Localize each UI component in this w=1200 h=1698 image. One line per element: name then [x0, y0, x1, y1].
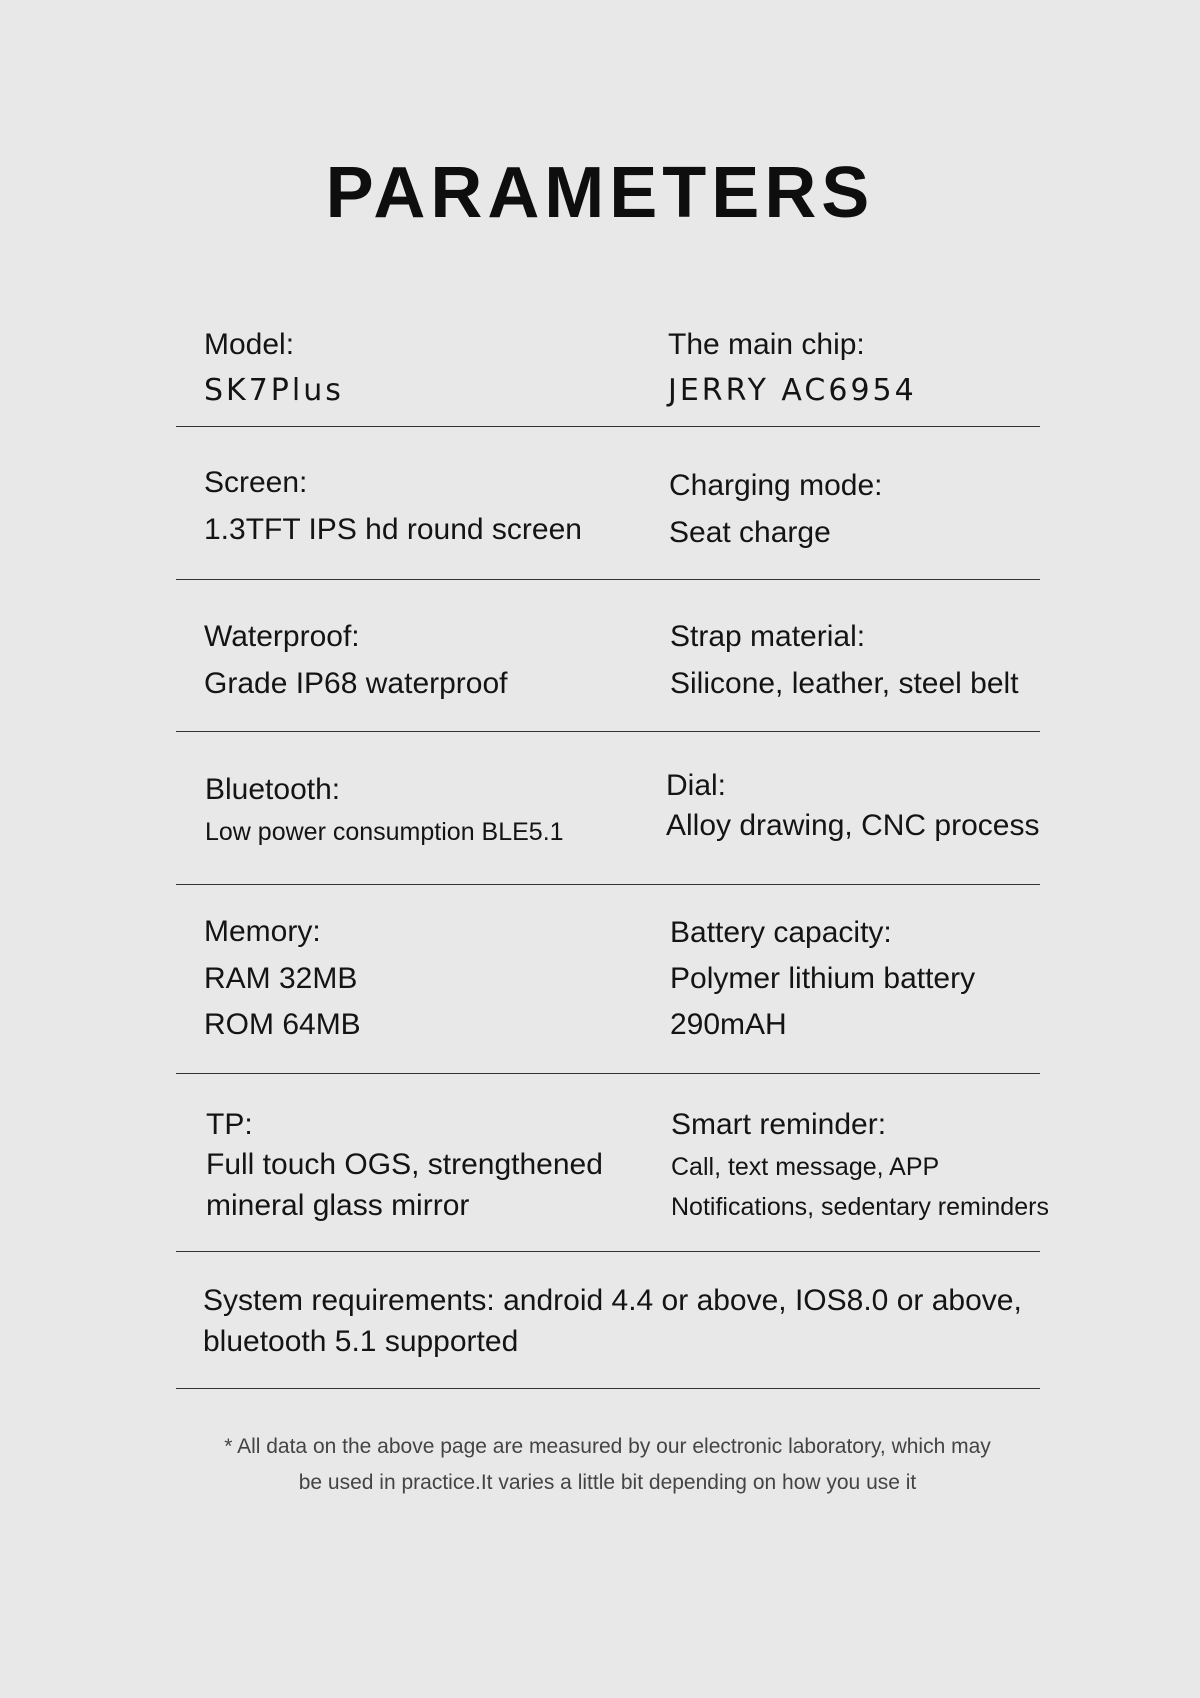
- dial-label: Dial:: [666, 769, 727, 802]
- divider: [176, 884, 1040, 885]
- dial-value: Alloy drawing, CNC process: [666, 809, 1040, 842]
- strap-material-label: Strap material:: [670, 620, 866, 653]
- main-chip-label: The main chip:: [668, 328, 865, 361]
- memory-rom: ROM 64MB: [204, 1008, 361, 1041]
- model-value: SK7Plus: [204, 373, 344, 408]
- battery-capacity-label: Battery capacity:: [670, 916, 892, 949]
- divider: [176, 426, 1040, 427]
- divider: [176, 1073, 1040, 1074]
- charging-mode-label: Charging mode:: [669, 469, 883, 502]
- main-chip-value: JERRY AC6954: [668, 373, 917, 408]
- tp-value-line: mineral glass mirror: [206, 1189, 470, 1222]
- waterproof-value: Grade IP68 waterproof: [204, 667, 508, 700]
- memory-ram: RAM 32MB: [204, 962, 358, 995]
- bluetooth-value: Low power consumption BLE5.1: [205, 818, 564, 846]
- battery-type: Polymer lithium battery: [670, 962, 976, 995]
- divider: [176, 579, 1040, 580]
- model-label: Model:: [204, 328, 295, 361]
- battery-capacity-value: 290mAH: [670, 1008, 787, 1041]
- page-title: PARAMETERS: [325, 153, 875, 233]
- screen-label: Screen:: [204, 466, 308, 499]
- smart-reminder-label: Smart reminder:: [671, 1108, 887, 1141]
- system-requirements-line: bluetooth 5.1 supported: [203, 1325, 519, 1358]
- waterproof-label: Waterproof:: [204, 620, 360, 653]
- footnote-line: * All data on the above page are measured by our electronic laboratory, which may: [224, 1435, 991, 1458]
- divider: [176, 1388, 1040, 1389]
- memory-label: Memory:: [204, 915, 321, 948]
- smart-reminder-line: Notifications, sedentary reminders: [671, 1193, 1049, 1221]
- strap-material-value: Silicone, leather, steel belt: [670, 667, 1019, 700]
- smart-reminder-line: Call, text message, APP: [671, 1153, 940, 1181]
- system-requirements-line: System requirements: android 4.4 or above, IOS8.0 or above,: [203, 1284, 1022, 1317]
- charging-mode-value: Seat charge: [669, 516, 831, 549]
- divider: [176, 1251, 1040, 1252]
- tp-value-line: Full touch OGS, strengthened: [206, 1148, 603, 1181]
- footnote-line: be used in practice.It varies a little bit depending on how you use it: [298, 1471, 917, 1494]
- screen-value: 1.3TFT IPS hd round screen: [204, 513, 582, 546]
- tp-label: TP:: [206, 1108, 253, 1141]
- divider: [176, 731, 1040, 732]
- bluetooth-label: Bluetooth:: [205, 773, 341, 806]
